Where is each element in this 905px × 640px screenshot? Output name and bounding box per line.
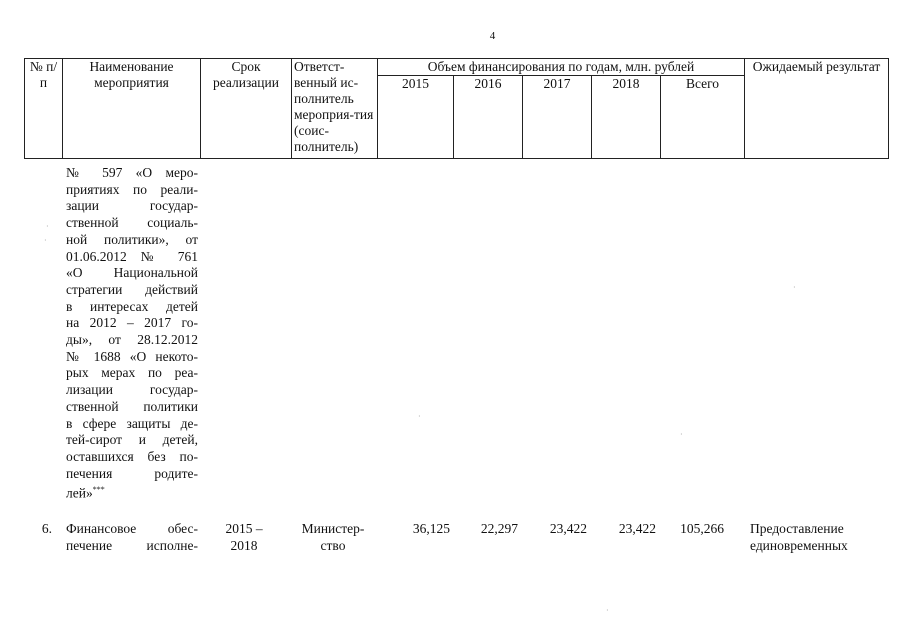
- scan-speck: ·: [793, 283, 796, 292]
- name-line: на 2012 – 2017 го-: [66, 315, 198, 331]
- name-line: приятиях по реали-: [66, 181, 198, 197]
- name-line: печения родите-: [66, 465, 198, 481]
- row-term-line: 2015 –: [225, 521, 263, 536]
- header-year-total: Всего: [661, 76, 745, 159]
- row-result-line: Предоставление: [750, 521, 844, 536]
- footnote-mark: ***: [92, 485, 105, 495]
- name-line: 01.06.2012 № 761: [66, 248, 198, 264]
- table-header: [24, 58, 889, 159]
- scan-speck: ·: [606, 606, 609, 615]
- header-year-2016: 2016: [454, 76, 523, 159]
- name-line: ственной социаль-: [66, 215, 198, 231]
- name-line: оставшихся без по-: [66, 448, 198, 464]
- name-line: ды», от 28.12.2012: [66, 332, 198, 348]
- row-responsible-line: ство: [320, 538, 346, 553]
- name-line: лей»: [66, 485, 93, 501]
- page-number: 4: [489, 30, 496, 42]
- scan-speck: ·: [44, 236, 47, 245]
- header-num: № п/п: [25, 59, 63, 159]
- name-line: тей-сирот и детей,: [66, 432, 198, 448]
- row-responsible: [291, 520, 375, 554]
- value-2018: 23,422: [618, 521, 656, 536]
- value-2017: 23,422: [549, 521, 587, 536]
- name-line: лизации государ-: [66, 382, 198, 398]
- row-term: [200, 520, 288, 554]
- scan-speck: ·: [680, 430, 683, 439]
- row-name-line: печение исполне-: [66, 538, 198, 553]
- header-year-2017: 2017: [523, 76, 592, 159]
- value-2016: 22,297: [480, 521, 518, 536]
- name-line: зации государ-: [66, 198, 198, 214]
- header-year-2015: 2015: [378, 76, 454, 159]
- row-result: [750, 520, 890, 554]
- header-responsible: Ответст-венный ис-полнитель мероприя-тия (соис-полнитель): [292, 59, 378, 159]
- header-name: Наименование мероприятия: [63, 59, 201, 159]
- row-responsible-line: Министер-: [301, 521, 365, 536]
- row-name-line: Финансовое обес-: [66, 521, 198, 536]
- name-line: «О Национальной: [66, 265, 198, 281]
- row-term-line: 2018: [230, 538, 258, 553]
- header-financing: Объем финансирования по годам, млн. рублей: [378, 59, 745, 76]
- row-number: 6.: [41, 521, 52, 536]
- name-line: в сфере защиты де-: [66, 415, 198, 431]
- name-line: ной политики», от: [66, 231, 198, 247]
- name-line: стратегии действий: [66, 281, 198, 297]
- row-name: [66, 520, 198, 554]
- header-year-2018: 2018: [592, 76, 661, 159]
- name-line-last: [66, 482, 198, 502]
- name-line: № 1688 «О некото-: [66, 348, 198, 364]
- value-2015: 36,125: [412, 521, 450, 536]
- name-line: ственной политики: [66, 398, 198, 414]
- name-line: рых мерах по реа-: [66, 365, 198, 381]
- scan-speck: ·: [46, 222, 49, 231]
- continued-event-name: [66, 165, 198, 503]
- header-result: Ожидаемый результат: [745, 59, 889, 159]
- header-term: Срок реализации: [201, 59, 292, 159]
- scan-speck: ·: [418, 412, 421, 421]
- value-total: 105,266: [680, 521, 724, 536]
- name-line: № 597 «О меро-: [66, 165, 198, 180]
- row-result-line: единовременных: [750, 538, 848, 553]
- name-line: в интересах детей: [66, 298, 198, 314]
